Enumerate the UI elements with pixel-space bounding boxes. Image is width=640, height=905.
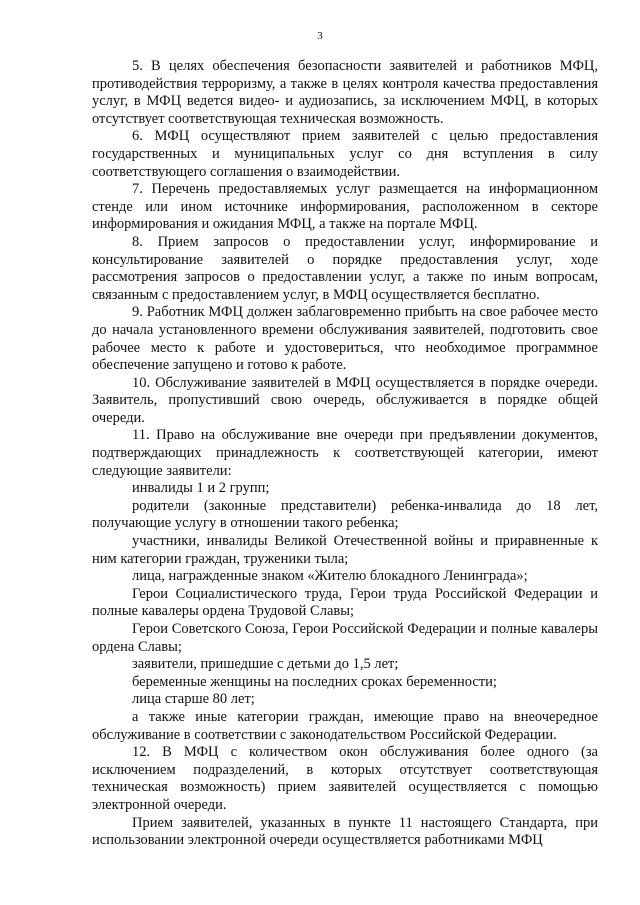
list-item: родители (законные представители) ребенка-инвалида до 18 лет, получающие услугу в отношении такого ребенка; <box>92 497 598 532</box>
list-item: участники, инвалиды Великой Отечественной войны и приравненные к ним категории граждан, труженики тыла; <box>92 533 598 567</box>
paragraph-9: 9. Работник МФЦ должен заблаговременно прибыть на свое рабочее место до начала установленного времени обслуживания заявителей, подготовить свое рабочее место к работе и удостовериться, что необходимое программное обеспечение запущено и готово к работе. <box>92 304 598 374</box>
list-item: заявители, пришедшие с детьми до 1,5 лет; <box>132 656 399 673</box>
list-item: лица старше 80 лет; <box>132 691 255 708</box>
list-item: Герои Социалистического труда, Герои труда Российской Федерации и полные кавалеры ордена Трудовой Славы; <box>92 585 598 620</box>
list-item: инвалиды 1 и 2 групп; <box>132 480 270 497</box>
paragraph-8: 8. Прием запросов о предоставлении услуг, информирование и консультирование заявителей о порядке предоставления услуг, ходе рассмотрения запросов о предоставлении услуг, а также по иным вопросам, связанным с предоставлением услуг, в МФЦ осуществляется бесплатно. <box>92 233 598 303</box>
page-number: 3 <box>317 30 323 42</box>
list-item: а также иные категории граждан, имеющие право на внеочередное обслуживание в соответствии с законодательством Российской Федерации. <box>92 708 598 743</box>
paragraph-6: 6. МФЦ осуществляют прием заявителей с целью предоставления государственных и муниципальных услуг со дня вступления в силу соответствующего соглашения о взаимодействии. <box>92 128 598 180</box>
paragraph-7: 7. Перечень предоставляемых услуг размещается на информационном стенде или ином источнике информирования, расположенном в секторе информирования и ожидания МФЦ, а также на портале МФЦ. <box>92 181 598 233</box>
list-item: Герои Советского Союза, Герои Российской Федерации и полные кавалеры ордена Славы; <box>92 621 598 655</box>
document-body <box>92 58 598 850</box>
list-item: беременные женщины на последних сроках беременности; <box>132 673 497 690</box>
list-item: лица, награжденные знаком «Жителю блокадного Ленинграда»; <box>132 568 528 585</box>
paragraph-12: 12. В МФЦ с количеством окон обслуживания более одного (за исключением подразделений, в которых отсутствует соответствующая техническая возможность) прием заявителей осуществляется с помощью электронной очереди. <box>92 744 598 813</box>
paragraph-11: 11. Право на обслуживание вне очереди при предъявлении документов, подтверждающих принадлежность к соответствующей категории, имеют следующие заявители: <box>92 427 598 479</box>
paragraph-12-continued: Прием заявителей, указанных в пункте 11 настоящего Стандарта, при использовании электронной очереди осуществляется работниками МФЦ <box>92 814 598 849</box>
paragraph-10: 10. Обслуживание заявителей в МФЦ осуществляется в порядке очереди. Заявитель, пропустивший свою очередь, обслуживается в порядке общей очереди. <box>92 374 598 426</box>
paragraph-5: 5. В целях обеспечения безопасности заявителей и работников МФЦ, противодействия терроризму, а также в целях контроля качества предоставления услуг, в МФЦ ведется видео- и аудиозапись, за исключением МФЦ, в которых отсутствует соответствующая техническая возможность. <box>92 58 598 127</box>
